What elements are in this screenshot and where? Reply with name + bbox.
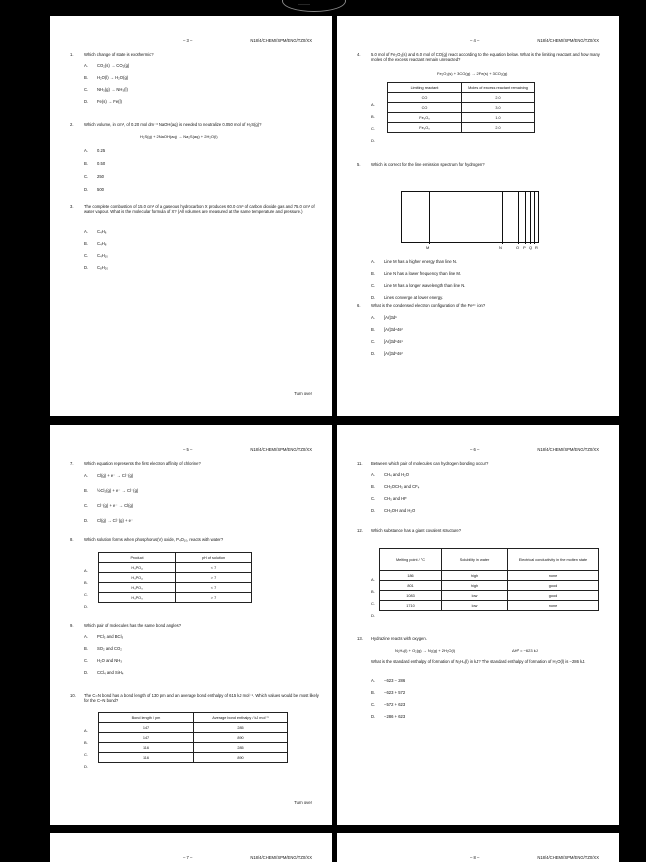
page-header [337,447,619,453]
emission-spectrum-diagram [401,191,539,243]
question-text: Which substance has a giant covalent structure? [371,528,462,533]
page-number: – 7 – [183,855,193,860]
option-a[interactable]: A. [Ar]3d⁶ [371,315,397,320]
question-3: 3. The complete combustion of 15.0 cm³ of a gaseous hydrocarbon X produces 60.0 cm³ of carbon dioxide gas and 75.0 cm³ of water vapour. What is the molecular formula of X? (All volumes are measured at the same temperature and pressure.) [70,204,320,214]
question-7: 7. Which equation represents the first electron affinity of chlorine? [70,461,320,466]
page-4: – 4 – N18/4/CHEMI/SPM/ENG/TZ0/XX 4. 5.0 mol of Fe₂O₃(s) and 6.0 mol of CO(g) react according to the equation below. What is the limiting reactant and how many moles of the excess reactant remain unreacted? Fe₂O₃(s) + 3CO(g) → 2Fe(s) + 3CO₂(g) A. B. C. D. Limiting reactant Moles of excess reactant remaining CO 2.0 CO 3.0 Fe₂O₃ 1.0 Fe₂O₃ 2.0 5. Which is correct for the line emission spectrum for hydrogen? M N O P Q R A. Line M has a higher energy than line N. B. Line N has a lower frequency than line M. C. Line M has a longer wavelength than line N. D. Lines converge at lower energy. 6. What is the condensed electron configuration of the Fe²⁺ ion? A. [Ar]3d⁶ B. [Ar]3d⁴4s² C. [Ar]3d⁵4s¹ D. [Ar]3d⁶4s² [337,16,619,416]
option-b[interactable]: B. −623 + 572 [371,690,406,695]
page-header [50,447,332,453]
question-text: Which equation represents the first electron affinity of chlorine? [84,461,201,466]
question-text: 5.0 mol of Fe₂O₃(s) and 6.0 mol of CO(g) react according to the equation below. What is the limiting reactant and how many moles of the excess reactant remain unreacted? [371,52,600,63]
option-c[interactable]: C. −572 + 623 [371,702,406,707]
option-a[interactable]: A. C₄H₆ [84,229,107,234]
page-8 [337,833,619,862]
page-7 [50,833,332,862]
question-text: Which pair of molecules has the same bond angles? [84,623,182,628]
spectrum-line-n [502,192,503,244]
page-header [50,855,332,861]
option-d[interactable]: D. Fe(s) → Fe(l) [84,99,122,104]
spectrum-line-o [518,192,519,244]
question-text: Hydrazine reacts with oxygen. [371,636,427,641]
question-8-table: Product pH of solution H₃PO₄ < 7 H₃PO₄ > 7 H₃PO₃ < 7 H₃PO₃ > 7 [98,552,252,603]
turn-over-note: Turn over [294,391,312,396]
question-2: 2. Which volume, in cm³, of 0.20 mol dm⁻³ NaOH(aq) is needed to neutralize 0.050 mol of H₂S(g)? [70,122,320,127]
option-b[interactable]: B. SO₂ and CO₂ [84,646,122,651]
question-10: 10. The C=N bond has a bond length of 130 pm and an average bond enthalpy of 615 kJ mol⁻¹. Which values would be most likely for the C–N bond? [70,693,319,704]
question-11: 11. Between which pair of molecules can hydrogen bonding occur? [357,461,607,466]
option-b[interactable]: B. Line N has a lower frequency than line M. [371,271,462,276]
page-number: – 5 – [183,447,193,452]
option-b[interactable]: B. [Ar]3d⁴4s² [371,327,403,332]
option-b[interactable]: B. 0.50 [84,161,106,166]
spectrum-line-p [525,192,526,244]
spectrum-line-m [429,192,430,244]
top-bar-label: ——— [298,1,310,6]
spectrum-line-q [530,192,531,244]
spectrum-label-r: R [535,245,538,250]
question-text: Which volume, in cm³, of 0.20 mol dm⁻³ NaOH(aq) is needed to neutralize 0.050 mol of H₂S(g)? [84,122,262,127]
option-a[interactable]: A. PCl₃ and BCl₃ [84,634,124,639]
page-header [337,38,619,44]
option-a[interactable]: A. 0.25 [84,148,106,153]
reaction-equation: H₂S(g) + 2NaOH(aq) → Na₂S(aq) + 2H₂O(l) [140,134,218,139]
page-number: – 3 – [183,38,193,43]
option-d[interactable]: D. −286 + 623 [371,714,406,719]
question-12: 12. Which substance has a giant covalent structure? [357,528,607,533]
question-13: 13. Hydrazine reacts with oxygen. [357,636,607,641]
reaction-equation: N₂H₄(l) + O₂(g) → N₂(g) + 2H₂O(l) [395,648,456,653]
option-a[interactable]: A. Cl(g) + e⁻ → Cl⁻(g) [84,473,134,478]
paper-code: N18/4/CHEMI/SPM/ENG/TZ0/XX [250,855,312,860]
page-number: – 6 – [470,447,480,452]
option-c[interactable]: C. NH₃(g) → NH₃(l) [84,87,128,92]
spectrum-label-p: P [523,245,526,250]
question-6: 6. What is the condensed electron configuration of the Fe²⁺ ion? [357,303,607,308]
spectrum-label-n: N [499,245,502,250]
paper-code: N18/4/CHEMI/SPM/ENG/TZ0/XX [537,447,599,452]
scroll-dial-icon[interactable] [282,0,346,12]
option-a[interactable]: A. Line M has a higher energy than line N. [371,259,458,264]
question-text: The C=N bond has a bond length of 130 pm and an average bond enthalpy of 615 kJ mol⁻¹. Which values would be most likely for the C–N bond? [84,693,319,704]
option-c[interactable]: C. Cl⁻(g) + e⁻ → Cl(g) [84,503,134,508]
page-number: – 4 – [470,38,480,43]
paper-code: N18/4/CHEMI/SPM/ENG/TZ0/XX [537,38,599,43]
page-number: – 8 – [470,855,480,860]
question-8: 8. Which solution forms when phosphorus(V) oxide, P₄O₁₀, reacts with water? [70,537,320,542]
paper-code: N18/4/CHEMI/SPM/ENG/TZ0/XX [537,855,599,860]
question-1: 1. Which change of state is exothermic? [70,52,320,57]
option-c[interactable]: C. C₄H₁₀ [84,253,108,258]
option-c[interactable]: C. 250 [84,174,104,179]
question-text: The complete combustion of 15.0 cm³ of a gaseous hydrocarbon X produces 60.0 cm³ of carbon dioxide gas and 75.0 cm³ of water vapour. What is the molecular formula of X? (All volumes are measured at the same temperature and pressure.) [84,204,315,215]
question-text: Between which pair of molecules can hydrogen bonding occur? [371,461,489,466]
page-3 [50,16,332,416]
option-b[interactable]: B. CH₃OCH₃ and CF₄ [371,484,420,489]
option-c[interactable]: C. [Ar]3d⁵4s¹ [371,339,403,344]
page-header [50,38,332,44]
option-c[interactable]: C. H₂O and NH₃ [84,658,122,663]
question-4: 4. 5.0 mol of Fe₂O₃(s) and 6.0 mol of CO(g) react according to the equation below. What is the limiting reactant and how many moles of the excess reactant remain unreacted? [357,52,607,62]
question-5: 5. Which is correct for the line emission spectrum for hydrogen? [357,162,607,167]
option-b[interactable]: B. H₂O(l) → H₂O(g) [84,75,129,80]
page-6: – 6 – N18/4/CHEMI/SPM/ENG/TZ0/XX 11. Between which pair of molecules can hydrogen bonding occur? A. CH₄ and H₂O B. CH₃OCH₃ and CF₄ C. CH₃ and HF D. CH₃OH and H₂O 12. Which substance has a giant covalent structure? A. B. C. D. Melting point / °C Solubility in water Electrical conductivity in the molten state 186 high none 801 high good 1083 low good 1710 low none 13. Hydrazine reacts with oxygen. N₂H₄(l) + O₂(g) → N₂(g) + 2H₂O(l) ΔHᶿ = −623 kJ What is the standard enthalpy of formation of N₂H₄(l) in kJ? The standard enthalpy of formation of H₂O(l) is −286 kJ. A. −623 − 286 B. −623 + 572 C. −572 + 623 D. −286 + 623 [337,425,619,825]
spectrum-label-q: Q [529,245,533,250]
option-d[interactable]: D. Lines converge at lower energy. [371,295,444,300]
paper-code: N18/4/CHEMI/SPM/ENG/TZ0/XX [250,38,312,43]
question-text: What is the condensed electron configuration of the Fe²⁺ ion? [371,303,486,308]
option-c[interactable]: C. Line M has a longer wavelength than line N. [371,283,466,288]
question-text: Which is correct for the line emission spectrum for hydrogen? [371,162,485,167]
option-a[interactable]: A. CO₂(s) → CO₂(g) [84,63,130,68]
option-b[interactable]: B. C₄H₈ [84,241,107,246]
page-5: – 5 – N18/4/CHEMI/SPM/ENG/TZ0/XX 7. Which equation represents the first electron affinity of chlorine? A. Cl(g) + e⁻ → Cl⁻(g) B. ½Cl₂(g) + e⁻ → Cl⁻(g) C. Cl⁻(g) + e⁻ → Cl(g) D. Cl(g) → Cl⁻(g) + e⁻ 8. Which solution forms when phosphorus(V) oxide, P₄O₁₀, reacts with water? A. B. C. D. Product pH of solution H₃PO₄ < 7 H₃PO₄ > 7 H₃PO₃ < 7 H₃PO₃ > 7 9. Which pair of molecules has the same bond angles? A. PCl₃ and BCl₃ B. SO₂ and CO₂ C. H₂O and NH₃ D. CCl₄ and SiH₄ 10. The C=N bond has a bond length of 130 pm and an average bond enthalpy of 615 kJ mol⁻¹. Which values would be most likely for the C–N bond? A. B. C. D. Bond length / pm Average bond enthalpy / kJ mol⁻¹ 147 285 147 890 116 285 116 890 Turn over [50,425,332,825]
question-12-table: Melting point / °C Solubility in water Electrical conductivity in the molten state 186 high none 801 high good 1083 low good 1710 low none [379,548,599,611]
option-a[interactable]: A. −623 − 286 [371,678,406,683]
option-d[interactable]: D. 500 [84,187,104,192]
spectrum-line-r [534,192,535,244]
option-c[interactable]: C. CH₃ and HF [371,496,407,501]
option-d[interactable]: D. C₈H₂₀ [84,265,109,270]
spectrum-label-m: M [426,245,430,250]
question-text: Which change of state is exothermic? [84,52,154,57]
paper-code: N18/4/CHEMI/SPM/ENG/TZ0/XX [250,447,312,452]
option-d[interactable]: D. Cl(g) → Cl⁻(g) + e⁻ [84,518,134,523]
reaction-equation: Fe₂O₃(s) + 3CO(g) → 2Fe(s) + 3CO₂(g) [437,71,508,76]
spectrum-label-o: O [516,245,520,250]
option-d[interactable]: D. [Ar]3d⁶4s² [371,351,403,356]
option-b[interactable]: B. ½Cl₂(g) + e⁻ → Cl⁻(g) [84,488,139,493]
question-9: 9. Which pair of molecules has the same bond angles? [70,623,320,628]
turn-over-note: Turn over [294,800,312,805]
enthalpy-change: ΔHᶿ = −623 kJ [512,648,538,653]
option-a[interactable]: A. CH₄ and H₂O [371,472,409,477]
viewer-top-bar [0,0,646,16]
question-text: Which solution forms when phosphorus(V) oxide, P₄O₁₀, reacts with water? [84,537,224,542]
option-d[interactable]: D. CCl₄ and SiH₄ [84,670,124,675]
question-10-table: Bond length / pm Average bond enthalpy / kJ mol⁻¹ 147 285 147 890 116 285 116 890 [98,712,288,763]
option-d[interactable]: D. CH₃OH and H₂O [371,508,416,513]
question-13-part [357,659,607,664]
question-4-table: Limiting reactant Moles of excess reactant remaining CO 2.0 CO 3.0 Fe₂O₃ 1.0 Fe₂O₃ 2.0 [387,82,535,133]
page-header [337,855,619,861]
question-text: What is the standard enthalpy of formation of N₂H₄(l) in kJ? The standard enthalpy of formation of H₂O(l) is −286 kJ. [371,659,586,664]
